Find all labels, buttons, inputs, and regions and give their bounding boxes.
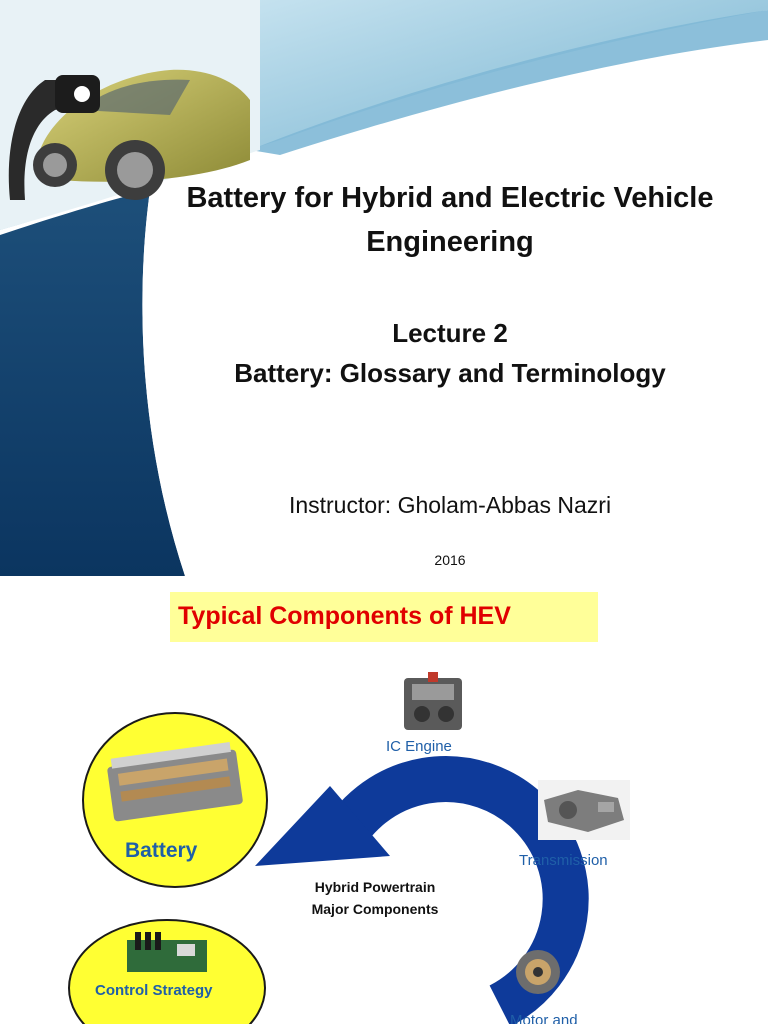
- year-label: 2016: [434, 552, 466, 568]
- lecture-number: Lecture 2: [392, 318, 508, 348]
- motor-label: Motor and: [510, 1012, 578, 1024]
- transmission-label: Transmission: [519, 852, 608, 869]
- transmission-image: [538, 780, 630, 840]
- battery-circle: [80, 710, 270, 890]
- presentation-title: Battery for Hybrid and Electric Vehicle Engineering: [186, 182, 714, 258]
- ic-engine-label: IC Engine: [386, 738, 452, 755]
- instructor-name: Instructor: Gholam-Abbas Nazri: [288, 492, 612, 518]
- lecture-topic: Battery: Glossary and Terminology: [234, 358, 666, 388]
- slide-heading: Typical Components of HEV: [178, 602, 511, 630]
- battery-label: Battery: [125, 839, 198, 862]
- motor-image: [514, 944, 562, 1000]
- ic-engine-image: [398, 670, 468, 738]
- control-strategy-label: Control Strategy: [95, 982, 213, 999]
- components-slide: [0, 576, 768, 1024]
- center-label: Hybrid Powertrain Major Components: [311, 879, 439, 917]
- control-strategy-circle: [65, 918, 270, 1024]
